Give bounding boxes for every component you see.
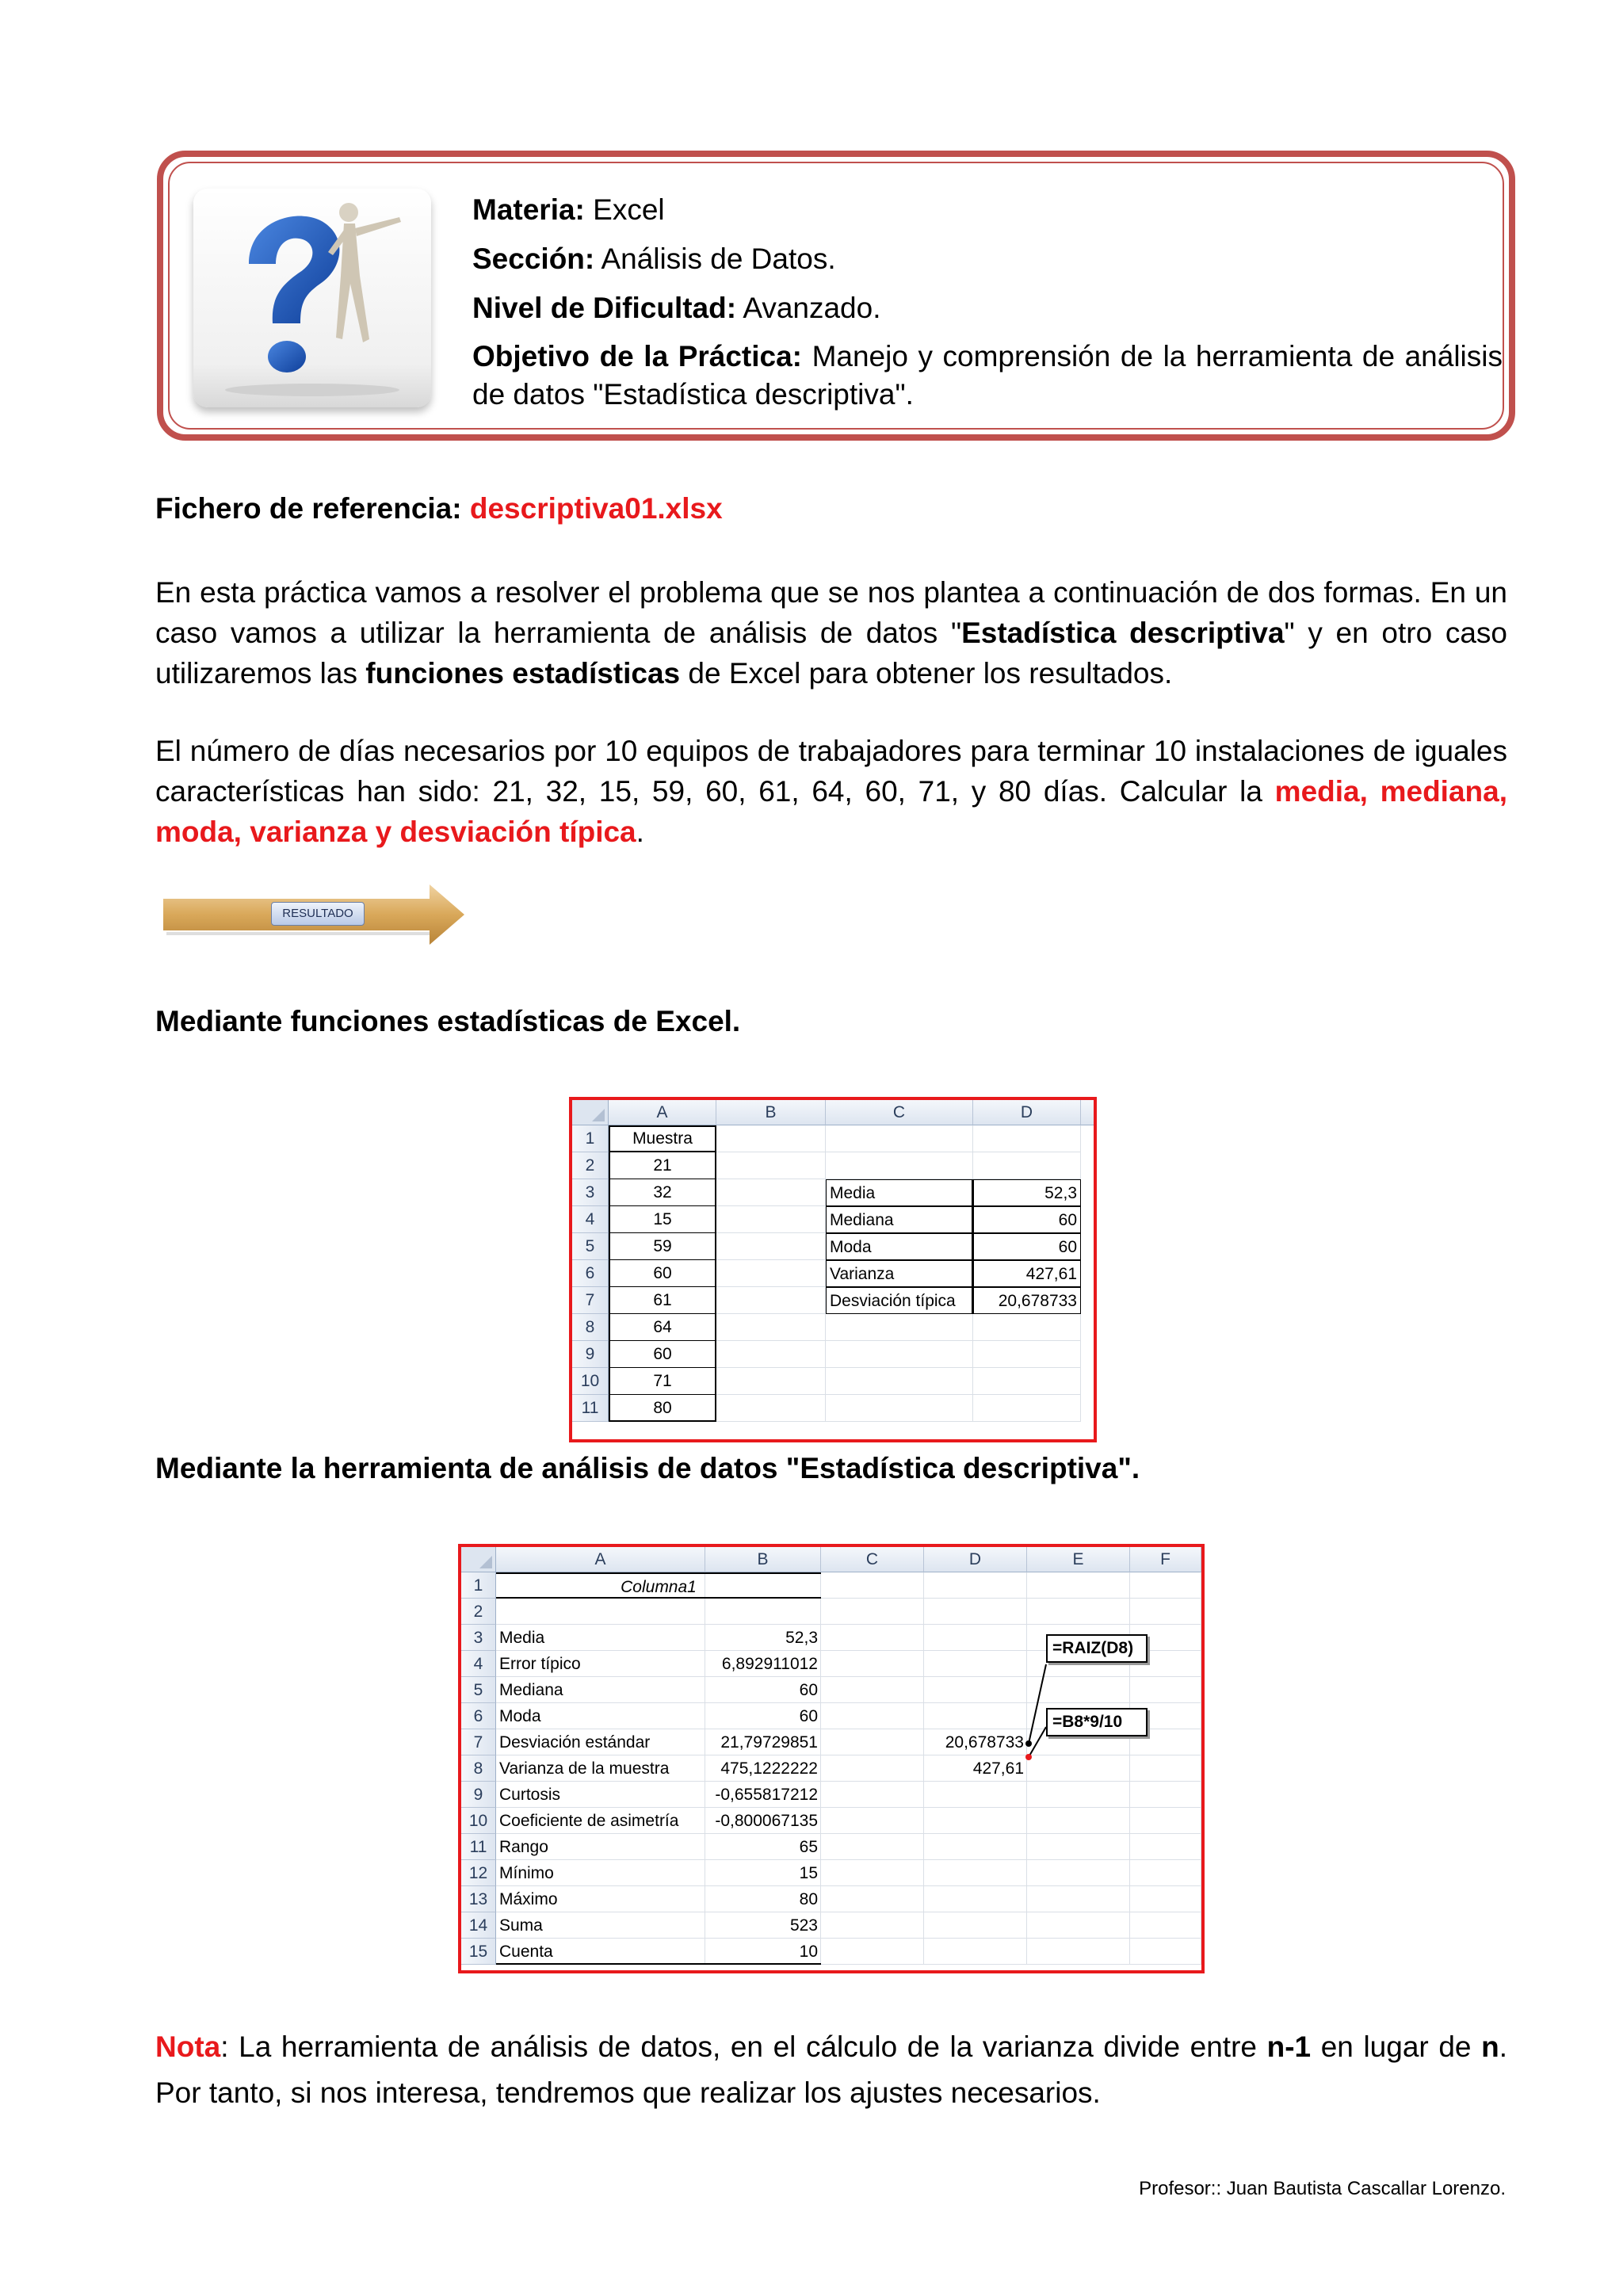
sheet2-stat-label: Rango bbox=[499, 1838, 548, 1856]
header-box bbox=[157, 151, 1515, 441]
sheet2-grid-cell bbox=[821, 1651, 924, 1677]
sheet1-sample-header: Muestra bbox=[609, 1125, 716, 1152]
sheet2-grid-cell bbox=[924, 1572, 1027, 1599]
sheet1-sample-value: 15 bbox=[609, 1206, 716, 1233]
sheet2-grid-cell bbox=[924, 1808, 1027, 1834]
sheet2-grid-cell bbox=[821, 1912, 924, 1939]
sheet1-grid-cell bbox=[716, 1125, 826, 1152]
intro-paragraph: En esta práctica vamos a resolver el problema que se nos plantea a continuación de dos formas. En un caso vamos a utilizar la herramienta de análisis de datos "Estadística descriptiva" y en otro caso utilizaremos las funciones estadísticas de Excel para obtener los resultados. bbox=[155, 576, 1507, 690]
sheet2-stat-label: Error típico bbox=[499, 1655, 581, 1673]
sheet1-grid-cell bbox=[716, 1314, 826, 1341]
sheet2-stat-value: 6,892911012 bbox=[721, 1655, 818, 1673]
sheet1-grid-cell bbox=[973, 1125, 1081, 1152]
sheet1-sample-value: 32 bbox=[609, 1179, 716, 1206]
sheet1-grid-cell bbox=[716, 1341, 826, 1368]
sheet1-grid-cell bbox=[973, 1395, 1081, 1422]
sheet2-grid-cell bbox=[924, 1782, 1027, 1808]
sheet2-stat-value: 80 bbox=[799, 1890, 818, 1908]
sheet1-sample-value: 21 bbox=[609, 1152, 716, 1179]
sheet2-grid-cell bbox=[924, 1834, 1027, 1860]
sheet2-row-header: 5 bbox=[461, 1677, 496, 1703]
sheet2-grid-cell bbox=[821, 1677, 924, 1703]
sheet1-col-header: D bbox=[973, 1100, 1081, 1125]
section2-title: Mediante la herramienta de análisis de datos "Estadística descriptiva". bbox=[155, 1452, 1140, 1484]
sheet2-grid-cell bbox=[821, 1755, 924, 1782]
sheet1-row-header: 8 bbox=[572, 1314, 609, 1341]
sheet1-grid-cell bbox=[716, 1206, 826, 1233]
sheet2-d7-value: 20,678733 bbox=[945, 1733, 1024, 1752]
sheet2-stat-value: 475,1222222 bbox=[720, 1759, 818, 1778]
reference-file-line: Fichero de referencia: descriptiva01.xlsx bbox=[155, 492, 723, 525]
sheet1-stat-value: 60 bbox=[973, 1206, 1081, 1233]
sheet1-stat-label: Desviación típica bbox=[826, 1287, 973, 1314]
sheet2-grid-cell bbox=[1130, 1834, 1201, 1860]
sheet2-grid-cell bbox=[821, 1625, 924, 1651]
sheet1-row-header: 2 bbox=[572, 1152, 609, 1179]
sheet2-row-header: 15 bbox=[461, 1939, 496, 1965]
sheet1-corner bbox=[572, 1100, 609, 1125]
sheet1-stat-label: Media bbox=[826, 1179, 973, 1206]
sheet2-stat-label: Desviación estándar bbox=[499, 1733, 651, 1752]
sheet2-grid-cell bbox=[1130, 1860, 1201, 1886]
sheet2-row-header: 11 bbox=[461, 1834, 496, 1860]
sheet2-stat-label: Cuenta bbox=[496, 1939, 705, 1965]
sheet1-grid-cell bbox=[973, 1341, 1081, 1368]
seccion-row: Sección: Análisis de Datos. bbox=[472, 243, 836, 275]
sheet2-row-header: 12 bbox=[461, 1860, 496, 1886]
sheet2-stat-label: Media bbox=[499, 1629, 545, 1647]
sheet2-grid-cell bbox=[924, 1651, 1027, 1677]
sheet2-stat-value: 65 bbox=[799, 1838, 818, 1856]
sheet2-callout-raiz: =RAIZ(D8) bbox=[1046, 1634, 1148, 1663]
sheet2-col-header: D bbox=[924, 1547, 1027, 1572]
sheet2-col-header: B bbox=[705, 1547, 821, 1572]
sheet1-row-header: 5 bbox=[572, 1233, 609, 1260]
sheet1-sample-value: 60 bbox=[609, 1341, 716, 1368]
sheet2-grid-cell bbox=[1130, 1755, 1201, 1782]
sheet2-grid-cell bbox=[1027, 1886, 1130, 1912]
sheet1-row-header: 7 bbox=[572, 1287, 609, 1314]
sheet1-sample-value: 61 bbox=[609, 1287, 716, 1314]
sheet2-grid-cell bbox=[1130, 1886, 1201, 1912]
sheet2-grid-cell bbox=[1027, 1599, 1130, 1625]
sheet2-stat-label: Suma bbox=[499, 1916, 543, 1935]
sheet1-col-header: C bbox=[826, 1100, 973, 1125]
spreadsheet-descriptive-tool bbox=[458, 1544, 1205, 1973]
sheet2-grid-cell bbox=[821, 1886, 924, 1912]
sheet2-stat-label: Mediana bbox=[499, 1681, 563, 1699]
materia-row: Materia: Excel bbox=[472, 193, 665, 226]
sheet2-grid-cell bbox=[1027, 1860, 1130, 1886]
sheet1-stat-label: Moda bbox=[826, 1233, 973, 1260]
sheet2-grid-cell bbox=[1130, 1599, 1201, 1625]
sheet1-row-header: 6 bbox=[572, 1260, 609, 1287]
section1-title: Mediante funciones estadísticas de Excel. bbox=[155, 1005, 741, 1037]
sheet2-d8-value: 427,61 bbox=[972, 1759, 1024, 1778]
question-mark-icon bbox=[193, 189, 431, 407]
reference-file-link[interactable]: descriptiva01.xlsx bbox=[469, 492, 723, 525]
sheet1-sample-value: 59 bbox=[609, 1233, 716, 1260]
sheet2-grid-cell bbox=[924, 1599, 1027, 1625]
sheet2-row-header: 6 bbox=[461, 1703, 496, 1729]
sheet2-stat-value: 60 bbox=[799, 1707, 818, 1725]
sheet1-sample-value: 80 bbox=[609, 1395, 716, 1422]
sheet2-grid-cell bbox=[1027, 1939, 1130, 1965]
sheet2-grid-cell bbox=[1027, 1677, 1130, 1703]
sheet1-row-header: 1 bbox=[572, 1125, 609, 1152]
sheet2-grid-cell bbox=[496, 1599, 705, 1625]
sheet2-grid-cell bbox=[821, 1808, 924, 1834]
sheet1-grid-cell bbox=[716, 1233, 826, 1260]
sheet2-stat-label: Mínimo bbox=[499, 1864, 554, 1882]
sheet2-grid-cell bbox=[821, 1703, 924, 1729]
problem-paragraph: El número de días necesarios por 10 equipos de trabajadores para terminar 10 instalaciones de iguales características han sido: 21, 32, 15, 59, 60, 61, 64, 60, 71, y 80 días. Calcular la media, mediana, moda, varianza y desviación típica. bbox=[155, 735, 1507, 848]
sheet1-grid-cell bbox=[826, 1395, 973, 1422]
sheet2-row-header: 14 bbox=[461, 1912, 496, 1939]
sheet1-row-header: 4 bbox=[572, 1206, 609, 1233]
sheet1-grid-cell bbox=[826, 1125, 973, 1152]
sheet2-row-header: 4 bbox=[461, 1651, 496, 1677]
sheet1-stat-value: 20,678733 bbox=[973, 1287, 1081, 1314]
sheet2-grid-cell bbox=[821, 1782, 924, 1808]
sheet2-grid-cell bbox=[1027, 1912, 1130, 1939]
sheet2-stat-value: 52,3 bbox=[785, 1629, 818, 1647]
sheet1-grid-cell bbox=[716, 1395, 826, 1422]
sheet2-grid-cell bbox=[821, 1860, 924, 1886]
sheet1-grid-cell bbox=[716, 1368, 826, 1395]
sheet1-stat-value: 52,3 bbox=[973, 1179, 1081, 1206]
sheet1-grid-cell bbox=[716, 1152, 826, 1179]
sheet1-stat-value: 427,61 bbox=[973, 1260, 1081, 1287]
sheet1-col-header: A bbox=[609, 1100, 716, 1125]
sheet1-grid-cell bbox=[826, 1341, 973, 1368]
spreadsheet-functions bbox=[569, 1097, 1097, 1442]
sheet1-row-header: 3 bbox=[572, 1179, 609, 1206]
sheet2-stat-value: 21,79729851 bbox=[720, 1733, 818, 1752]
sheet2-grid-cell bbox=[924, 1912, 1027, 1939]
sheet1-grid-cell bbox=[826, 1368, 973, 1395]
sheet1-col-header-filler bbox=[1081, 1100, 1097, 1125]
sheet2-row-header: 10 bbox=[461, 1808, 496, 1834]
sheet2-stat-value: -0,800067135 bbox=[715, 1812, 818, 1830]
sheet2-col-header: C bbox=[821, 1547, 924, 1572]
sheet2-grid-cell bbox=[1027, 1834, 1130, 1860]
sheet2-grid-cell bbox=[1027, 1782, 1130, 1808]
sheet2-column-title: Columna1 bbox=[496, 1572, 821, 1599]
sheet2-grid-cell bbox=[1130, 1939, 1201, 1965]
result-button[interactable]: RESULTADO bbox=[271, 902, 365, 926]
sheet1-grid-cell bbox=[826, 1152, 973, 1179]
sheet1-row-header: 11 bbox=[572, 1395, 609, 1422]
sheet2-row-header: 1 bbox=[461, 1572, 496, 1599]
note-paragraph: Nota: La herramienta de análisis de datos, en el cálculo de la varianza divide entre n-1 en lugar de n. Por tanto, si nos interesa, tendremos que realizar los ajustes necesarios. bbox=[155, 2030, 1507, 2109]
objetivo-row: Objetivo de la Práctica: Manejo y comprensión de la herramienta de análisis de datos "Estadística descriptiva". bbox=[472, 340, 1503, 411]
sheet2-grid-cell bbox=[1130, 1572, 1201, 1599]
question-figure-image bbox=[193, 189, 431, 407]
sheet2-stat-value: 15 bbox=[799, 1864, 818, 1882]
sheet2-grid-cell bbox=[821, 1599, 924, 1625]
sheet2-row-header: 3 bbox=[461, 1625, 496, 1651]
sheet2-grid-cell bbox=[705, 1599, 821, 1625]
sheet2-grid-cell bbox=[924, 1860, 1027, 1886]
sheet2-stat-value: 10 bbox=[705, 1939, 821, 1965]
sheet2-col-header: E bbox=[1027, 1547, 1130, 1572]
sheet2-stat-label: Moda bbox=[499, 1707, 541, 1725]
sheet2-stat-label: Varianza de la muestra bbox=[499, 1759, 670, 1778]
sheet2-grid-cell bbox=[924, 1625, 1027, 1651]
sheet2-col-header: A bbox=[496, 1547, 705, 1572]
sheet2-row-header: 8 bbox=[461, 1755, 496, 1782]
sheet1-col-header: B bbox=[716, 1100, 826, 1125]
sheet2-row-header: 2 bbox=[461, 1599, 496, 1625]
sheet1-row-header: 10 bbox=[572, 1368, 609, 1395]
sheet2-grid-cell bbox=[821, 1939, 924, 1965]
result-arrow[interactable] bbox=[163, 881, 472, 948]
sheet2-stat-value: -0,655817212 bbox=[715, 1786, 818, 1804]
sheet1-sample-value: 64 bbox=[609, 1314, 716, 1341]
sheet2-grid-cell bbox=[1130, 1677, 1201, 1703]
sheet2-grid-cell bbox=[924, 1939, 1027, 1965]
sheet2-stat-value: 523 bbox=[789, 1916, 818, 1935]
sheet1-grid-cell bbox=[826, 1314, 973, 1341]
footer-author: Profesor:: Juan Bautista Cascallar Lorenzo. bbox=[1139, 2178, 1506, 2199]
sheet2-row-header: 7 bbox=[461, 1729, 496, 1755]
sheet2-grid-cell bbox=[821, 1834, 924, 1860]
sheet1-grid-cell bbox=[716, 1287, 826, 1314]
sheet2-grid-cell bbox=[1027, 1572, 1130, 1599]
sheet2-grid-cell bbox=[1130, 1782, 1201, 1808]
sheet1-stat-label: Varianza bbox=[826, 1260, 973, 1287]
sheet2-row-header: 13 bbox=[461, 1886, 496, 1912]
sheet2-row-header: 9 bbox=[461, 1782, 496, 1808]
sheet1-grid-cell bbox=[973, 1314, 1081, 1341]
sheet1-grid-cell bbox=[973, 1368, 1081, 1395]
sheet2-grid-cell bbox=[1027, 1755, 1130, 1782]
sheet2-corner bbox=[461, 1547, 496, 1572]
sheet2-stat-label: Curtosis bbox=[499, 1786, 561, 1804]
sheet2-stat-label: Coeficiente de asimetría bbox=[499, 1812, 679, 1830]
sheet1-stat-label: Mediana bbox=[826, 1206, 973, 1233]
nivel-row: Nivel de Dificultad: Avanzado. bbox=[472, 292, 881, 324]
sheet1-grid-cell bbox=[973, 1152, 1081, 1179]
sheet2-grid-cell bbox=[924, 1677, 1027, 1703]
sheet2-grid-cell bbox=[821, 1729, 924, 1755]
sheet2-grid-cell bbox=[1027, 1808, 1130, 1834]
sheet2-grid-cell bbox=[1130, 1912, 1201, 1939]
sheet1-stat-value: 60 bbox=[973, 1233, 1081, 1260]
sheet2-stat-value: 60 bbox=[799, 1681, 818, 1699]
sheet2-grid-cell bbox=[1130, 1808, 1201, 1834]
sheet1-sample-value: 71 bbox=[609, 1368, 716, 1395]
sheet2-col-header: F bbox=[1130, 1547, 1201, 1572]
sheet2-grid-cell bbox=[924, 1886, 1027, 1912]
sheet1-sample-value: 60 bbox=[609, 1260, 716, 1287]
sheet2-callout-b8: =B8*9/10 bbox=[1046, 1708, 1148, 1736]
sheet2-grid-cell bbox=[821, 1572, 924, 1599]
sheet1-row-header: 9 bbox=[572, 1341, 609, 1368]
sheet1-grid-cell bbox=[716, 1179, 826, 1206]
sheet2-grid-cell bbox=[924, 1703, 1027, 1729]
sheet1-grid-cell bbox=[716, 1260, 826, 1287]
sheet2-stat-label: Máximo bbox=[499, 1890, 558, 1908]
